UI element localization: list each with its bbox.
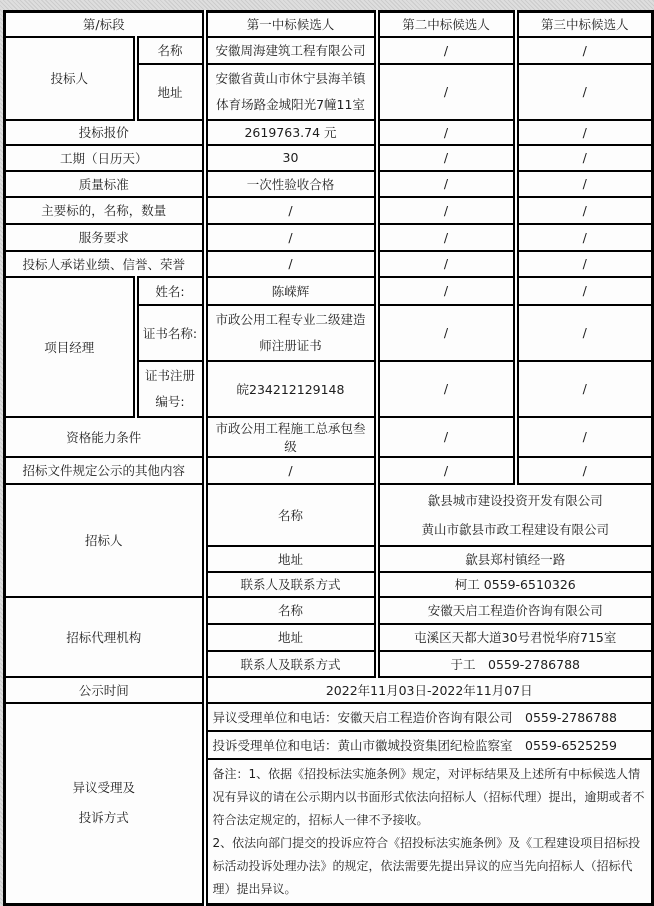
objection-note-line1: 备注：1、依据《招投标法实施条例》规定，对评标结果及上述所有中标候选人情况有异议的请在公示期内以书面形式依法向招标人（招标代理）提出，逾期或者不符合法定规定的，招标人一律不予接收。 [212,766,645,827]
main-subject-value: / [205,197,377,224]
publicity-time-value: 2022年11月03日-2022年11月07日 [205,677,653,703]
other-content-value: / [205,457,377,484]
bid-candidates-table [3,10,654,906]
slash-value: / [377,417,516,457]
qualification-label: 资格能力条件 [5,417,205,457]
slash-value: / [516,37,653,64]
tenderer-name-line2: 黄山市歙县市政工程建设有限公司 [421,521,609,537]
bid-price-value: 2619763.74 元 [205,120,377,145]
slash-value: / [516,120,653,145]
quality-standard-label: 质量标准 [5,171,205,197]
slash-value: / [516,171,653,197]
tenderer-contact-label: 联系人及联系方式 [205,572,377,597]
slash-value: / [377,457,516,484]
service-requirement-label: 服务要求 [5,224,205,251]
tenderer-address-value: 歙县郑村镇经一路 [377,546,653,572]
pm-name-label: 姓名: [136,277,205,305]
slash-value: / [377,120,516,145]
agency-name-label: 名称 [205,597,377,624]
slash-value: / [516,224,653,251]
slash-value: / [516,197,653,224]
tenderer-address-label: 地址 [205,546,377,572]
slash-value: / [377,305,516,361]
header-third-candidate: 第三中标候选人 [516,12,653,37]
bidder-name-label: 名称 [136,37,205,64]
pm-cert-no-value: 皖234212129148 [205,361,377,417]
slash-value: / [516,305,653,361]
slash-value: / [377,37,516,64]
agency-section-label: 招标代理机构 [5,597,205,677]
main-subject-label: 主要标的，名称，数量 [5,197,205,224]
bidder-section-label: 投标人 [5,37,136,120]
slash-value: / [516,417,653,457]
promised-performance-label: 投标人承诺业绩、信誉、荣誉 [5,251,205,277]
tenderer-name-value [377,484,653,546]
tenderer-section-label: 招标人 [5,484,205,597]
slash-value: / [516,145,653,171]
bidder-name-value: 安徽周海建筑工程有限公司 [205,37,377,64]
slash-value: / [516,457,653,484]
slash-value: / [377,145,516,171]
promised-performance-value: / [205,251,377,277]
agency-name-value: 安徽天启工程造价咨询有限公司 [377,597,653,624]
slash-value: / [516,64,653,120]
pm-cert-no-label: 证书注册编号: [136,361,205,417]
objection-contact-line: 异议受理单位和电话：安徽天启工程造价咨询有限公司 0559-2786788 [205,703,653,731]
slash-value: / [377,171,516,197]
qualification-value: 市政公用工程施工总承包叁级 [205,417,377,457]
objection-note-block [205,759,653,905]
complaint-contact-line: 投诉受理单位和电话：黄山市徽城投资集团纪检监察室 0559-6525259 [205,731,653,759]
tenderer-contact-value: 柯工 0559-6510326 [377,572,653,597]
slash-value: / [377,197,516,224]
project-manager-section-label: 项目经理 [5,277,136,417]
slash-value: / [377,64,516,120]
duration-label: 工期（日历天） [5,145,205,171]
objection-note-line2: 2、依法向部门提交的投诉应符合《招投标法实施条例》及《工程建设项目招标投标活动投诉处理办法》的规定，依法需要先提出异议的应当先向招标人（招标代理）提出异议。 [212,835,641,896]
agency-contact-value: 于工 0559-2786788 [377,651,653,677]
tenderer-name-line1: 歙县城市建设投资开发有限公司 [427,492,603,508]
bidder-address-label: 地址 [136,64,205,120]
bidder-address-value: 安徽省黄山市休宁县海羊镇体育场路金城阳光7幢11室 [205,64,377,120]
slash-value: / [377,361,516,417]
slash-value: / [516,277,653,305]
objection-section-label-line2: 投诉方式 [78,810,129,825]
objection-section-label-line1: 异议受理及 [72,780,135,795]
pm-cert-value: 市政公用工程专业二级建造师注册证书 [205,305,377,361]
agency-address-value: 屯溪区天都大道30号君悦华府715室 [377,624,653,651]
service-requirement-value: / [205,224,377,251]
header-second-candidate: 第二中标候选人 [377,12,516,37]
pm-cert-label: 证书名称: [136,305,205,361]
header-first-candidate: 第一中标候选人 [205,12,377,37]
publicity-time-label: 公示时间 [5,677,205,703]
slash-value: / [516,251,653,277]
agency-contact-label: 联系人及联系方式 [205,651,377,677]
slash-value: / [516,361,653,417]
other-content-label: 招标文件规定公示的其他内容 [5,457,205,484]
pm-name-value: 陈嵘辉 [205,277,377,305]
agency-address-label: 地址 [205,624,377,651]
quality-standard-value: 一次性验收合格 [205,171,377,197]
slash-value: / [377,251,516,277]
duration-value: 30 [205,145,377,171]
slash-value: / [377,277,516,305]
bid-price-label: 投标报价 [5,120,205,145]
objection-section-label [5,703,205,905]
header-section: 第/标段 [82,17,125,33]
slash-value: / [377,224,516,251]
tenderer-name-label: 名称 [205,484,377,546]
